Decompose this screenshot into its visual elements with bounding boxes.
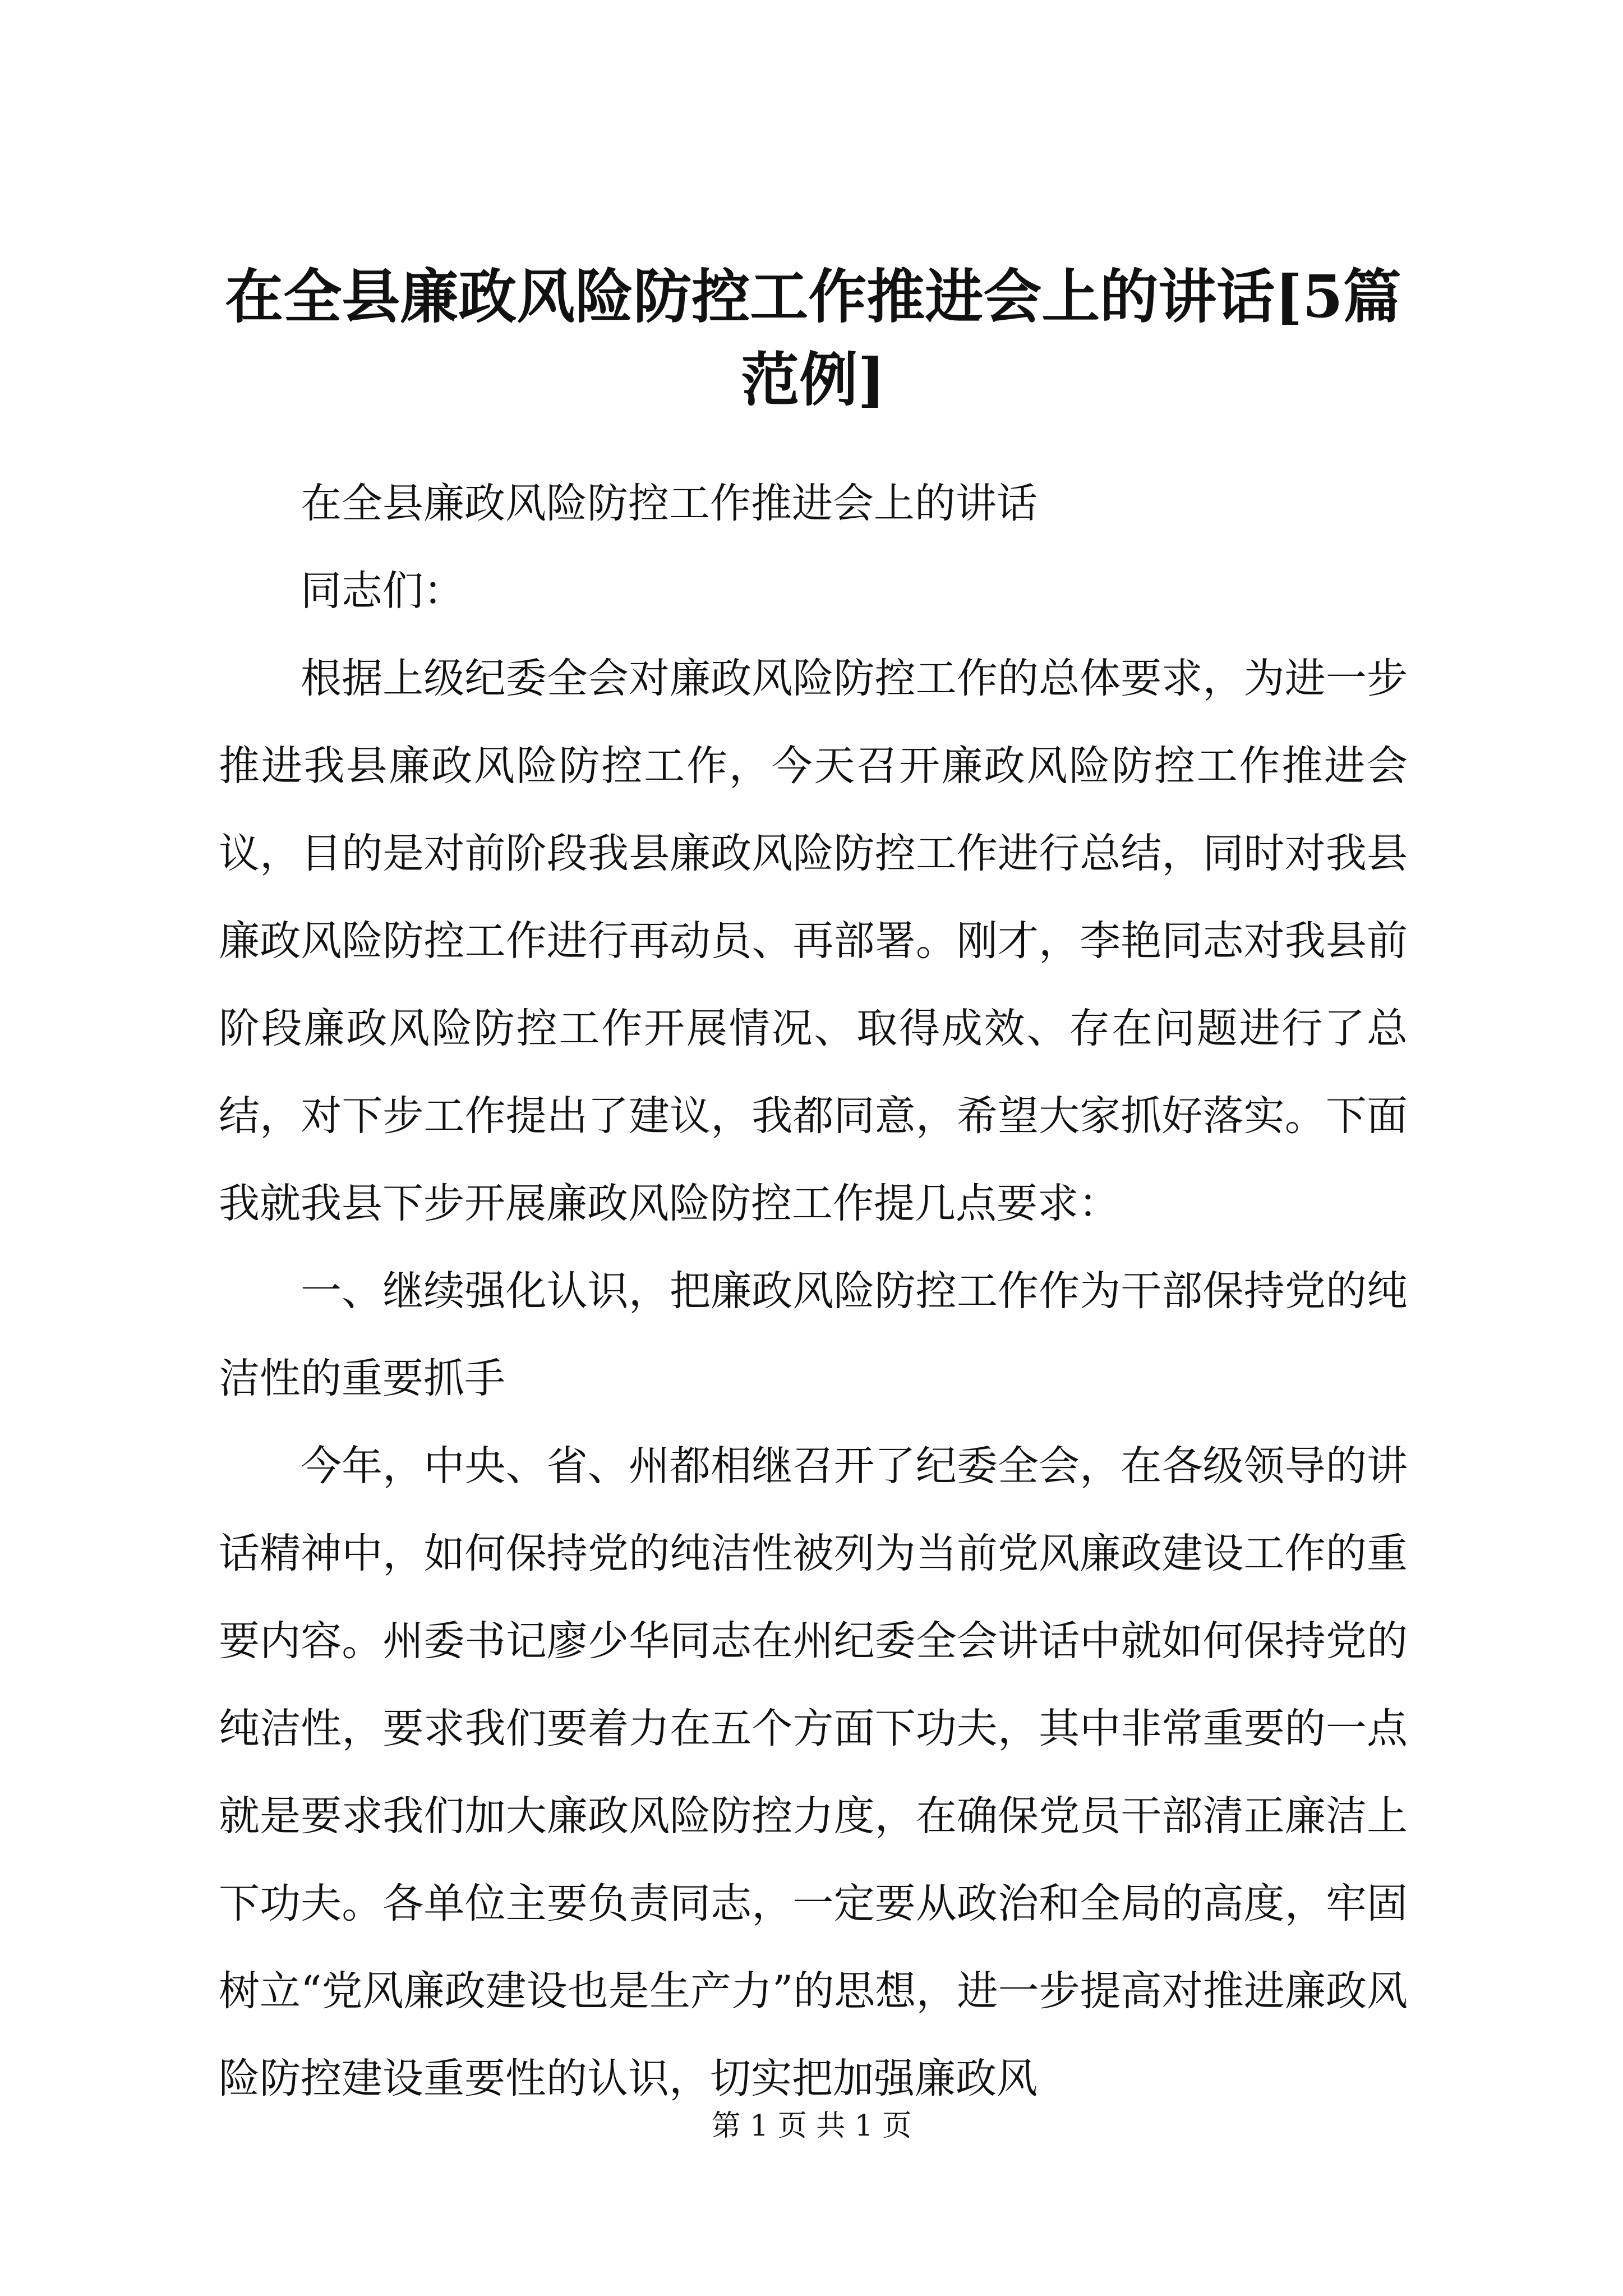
section-heading-paragraph: 一、继续强化认识，把廉政风险防控工作作为干部保持党的纯洁性的重要抓手 <box>219 1267 1408 1402</box>
document-title: 在全县廉政风险防控工作推进会上的讲话[5篇范例] <box>225 262 1401 414</box>
body-paragraph: 今年，中央、省、州都相继召开了纪委全会，在各级领导的讲话精神中，如何保持党的纯洁性被列为当前党风廉政建设工作的重要内容。州委书记廖少华同志在州纪委全会讲话中就如何保持党的纯洁性，要求我们要着力在五个方面下功夫，其中非常重要的一点就是要求我们加大廉政风险防控力度，在确保党员干部清正廉洁上下功夫。各单位主要负责同志，一定要从政治和全局的高度，牢固树立“党风廉政建设也是生产力”的思想，进一步提高对推进廉政风险防控建设重要性的认识，切实把加强廉政风 <box>219 1442 1408 2102</box>
page-footer: 第 1 页 共 1 页 <box>711 2109 912 2143</box>
body-paragraph: 根据上级纪委全会对廉政风险防控工作的总体要求，为进一步推进我县廉政风险防控工作，今天召开廉政风险防控工作推进会议，目的是对前阶段我县廉政风险防控工作进行总结，同时对我县廉政风险防控工作进行再动员、再部署。刚才，李艳同志对我县前阶段廉政风险防控工作开展情况、取得成效、存在问题进行了总结，对下步工作提出了建议，我都同意，希望大家抓好落实。下面我就我县下步开展廉政风险防控工作提几点要求： <box>219 655 1408 1227</box>
subtitle-paragraph: 在全县廉政风险防控工作推进会上的讲话 <box>301 480 1038 527</box>
document-body <box>219 460 1408 2123</box>
salutation-paragraph: 同志们： <box>301 567 464 615</box>
